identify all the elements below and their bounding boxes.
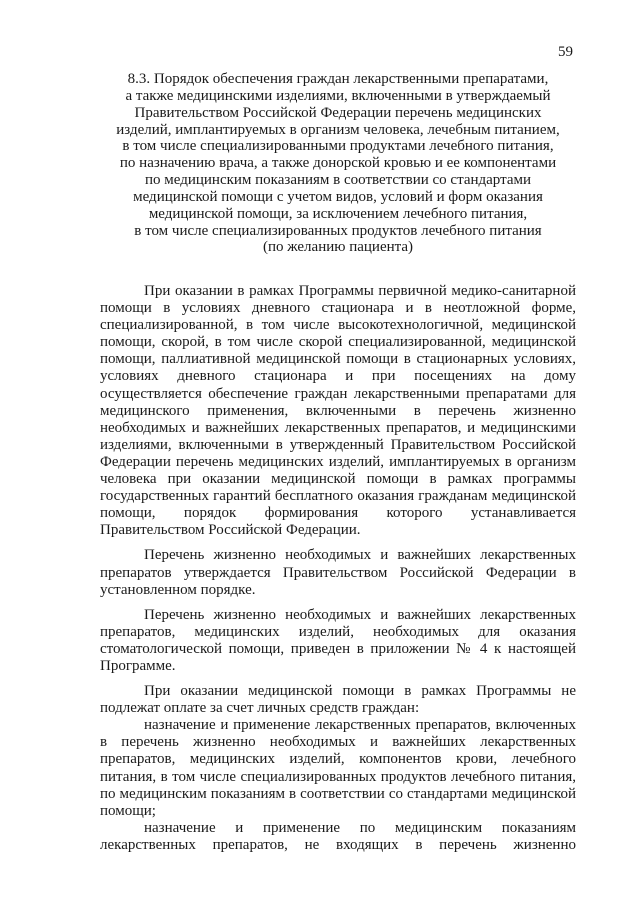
heading-line: изделий, имплантируемых в организм человека, лечебным питанием,: [116, 121, 560, 138]
body-text: [100, 283, 576, 854]
paragraph: Перечень жизненно необходимых и важнейших лекарственных препаратов утверждается Правительством Российской Федерации в установленном порядке.: [100, 547, 576, 598]
heading-line: медицинской помощи с учетом видов, условий и форм оказания: [133, 188, 543, 205]
paragraph: При оказании в рамках Программы первичной медико-санитарной помощи в условиях дневного стационара и в неотложной форме, специализированной, в том числе высокотехнологичной, медицинской помощи, скорой, в том числе скорой специализированной, медицинской помощи, паллиативной медицинской помощи в стационарных условиях, условиях дневного стационара и при посещениях на дому осуществляется обеспечение граждан лекарственными препаратами для медицинского применения, включенными в перечень жизненно необходимых и важнейших лекарственных препаратов, и медицинскими изделиями, включенными в утвержденный Правительством Российской Федерации перечень медицинских изделий, имплантируемых в организм человека при оказании медицинской помощи в рамках программы государственных гарантий бесплатного оказания гражданам медицинской помощи, порядок формирования которого устанавливается Правительством Российской Федерации.: [100, 283, 576, 539]
heading-line: медицинской помощи, за исключением лечебного питания,: [148, 205, 528, 222]
page-number: 59: [558, 44, 573, 60]
heading-line: в том числе специализированных продуктов лечебного питания: [134, 222, 542, 239]
list-item: назначение и применение лекарственных препаратов, включенных в перечень жизненно необходимых и важнейших лекарственных препаратов, медицинских изделий, компонентов крови, лечебного питания, в том числе специализированных продуктов лечебного питания, по медицинским показаниям в соответствии со стандартами медицинской помощи;: [100, 717, 576, 819]
paragraph: При оказании медицинской помощи в рамках Программы не подлежат оплате за счет личных средств граждан:: [100, 683, 576, 717]
section-heading: [100, 71, 576, 256]
list-item: назначение и применение по медицинским показаниям лекарственных препаратов, не входящих в перечень жизненно: [100, 819, 576, 853]
heading-line: Правительством Российской Федерации перечень медицинских: [134, 104, 542, 121]
heading-line: (по желанию пациента): [262, 239, 414, 256]
heading-line: 8.3. Порядок обеспечения граждан лекарственными препаратами,: [127, 71, 549, 87]
heading-line: по медицинским показаниям в соответствии со стандартами: [144, 172, 532, 189]
heading-line: в том числе специализированными продуктами лечебного питания,: [122, 138, 554, 155]
heading-line: по назначению врача, а также донорской кровью и ее компонентами: [119, 155, 557, 172]
heading-line: а также медицинскими изделиями, включенными в утверждаемый: [125, 87, 551, 104]
paragraph: Перечень жизненно необходимых и важнейших лекарственных препаратов, медицинских изделий, необходимых для оказания стоматологической помощи, приведен в приложении № 4 к настоящей Программе.: [100, 606, 576, 674]
